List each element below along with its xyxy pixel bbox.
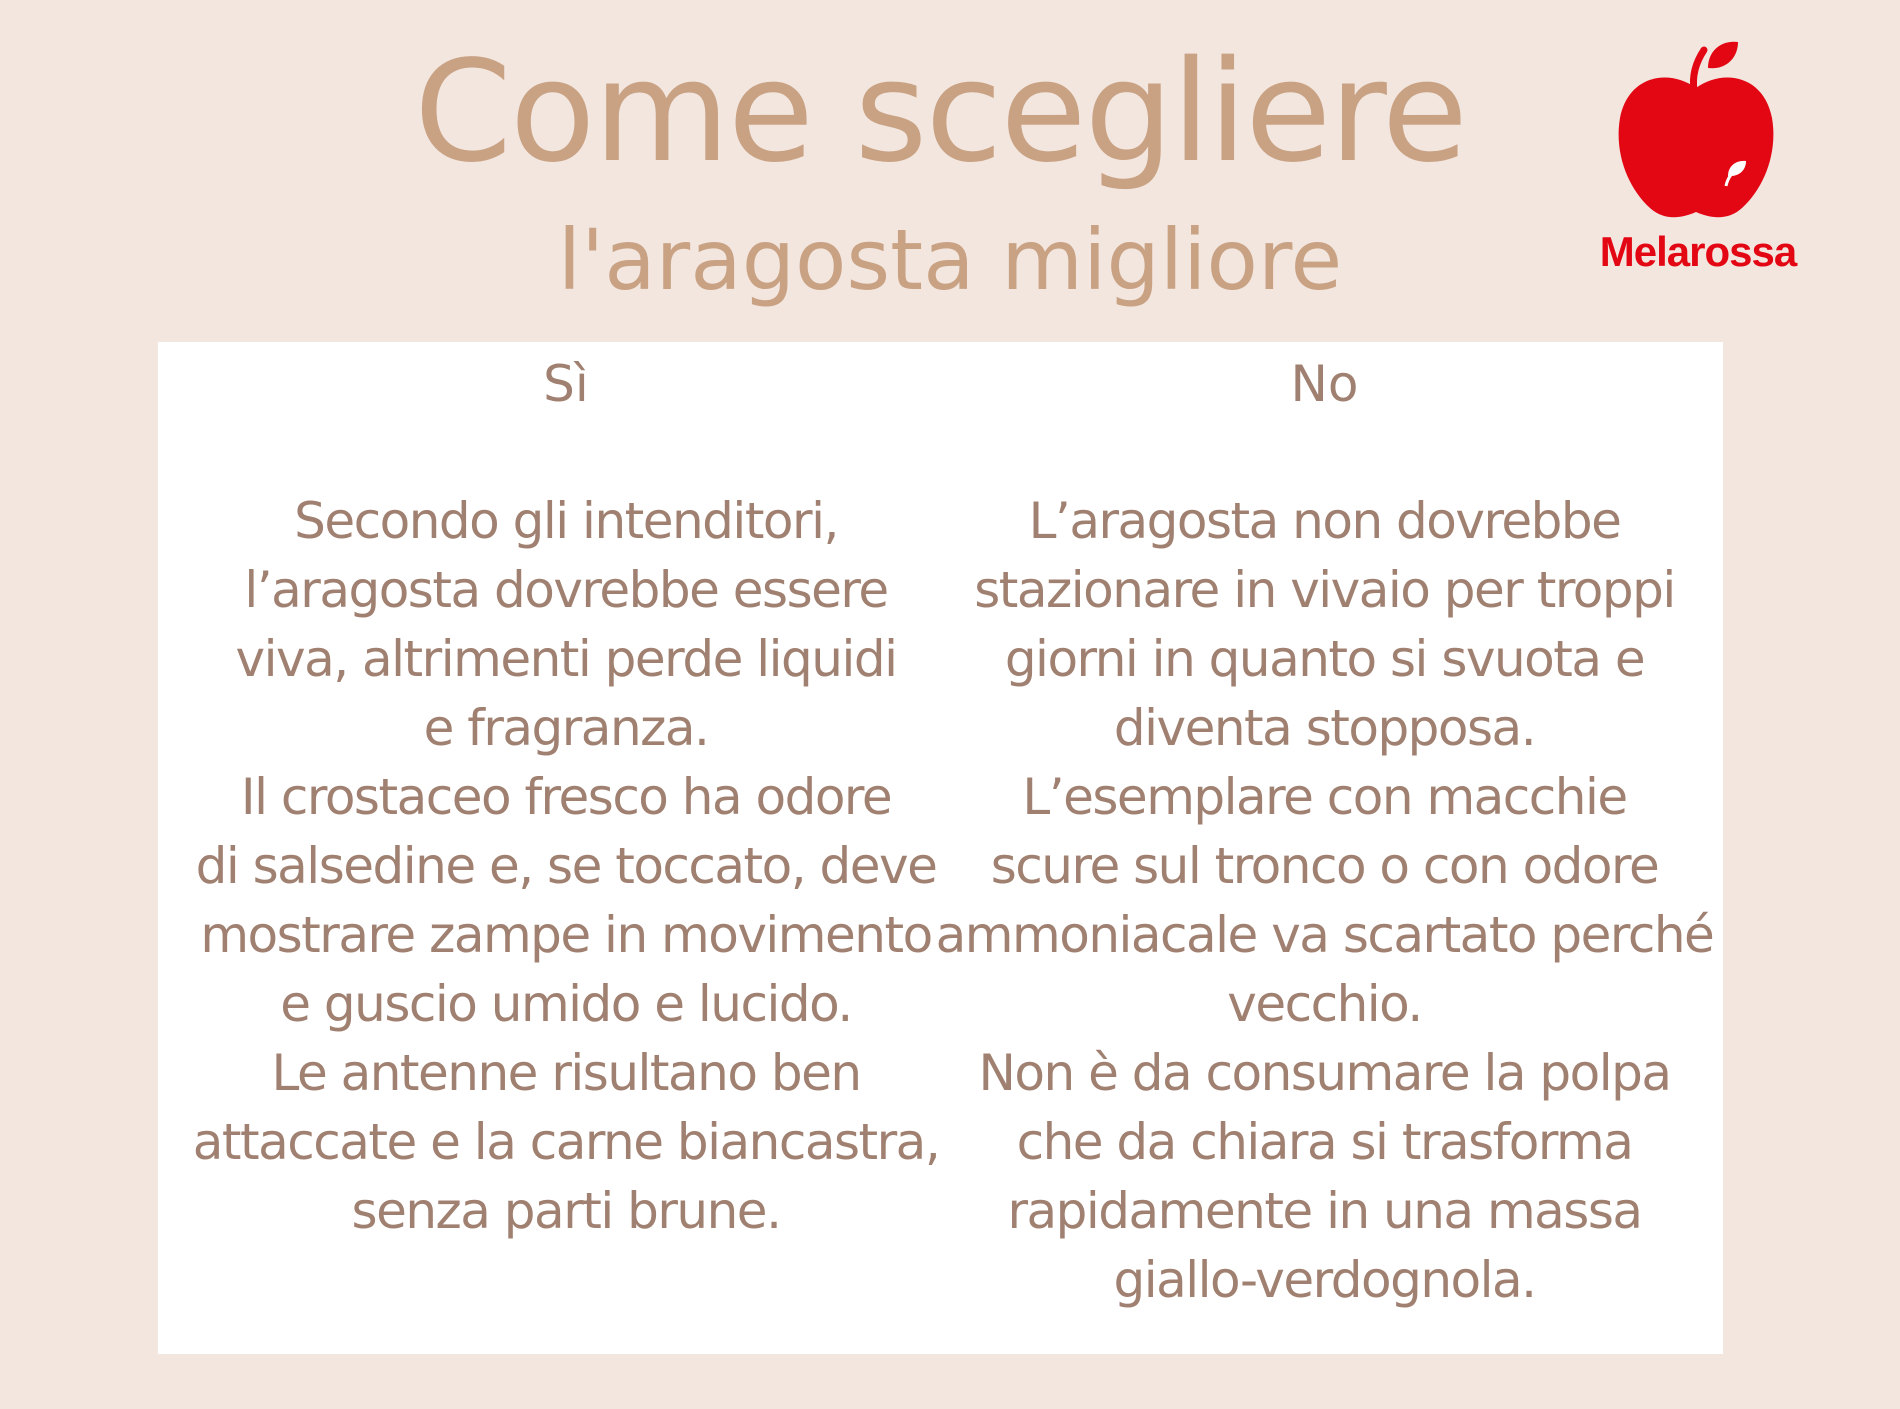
no-heading: No — [1290, 355, 1359, 413]
text-line: di salsedine e, se toccato, deve — [195, 837, 937, 895]
text-line: stazionare in vivaio per troppi — [974, 561, 1675, 619]
no-column — [926, 342, 1723, 1354]
text-line: L’esemplare con macchie — [1022, 768, 1627, 826]
page-subtitle: l'aragosta migliore — [557, 211, 1343, 309]
brand-name: Melarossa — [1599, 228, 1797, 275]
text-line: senza parti brune. — [351, 1182, 781, 1240]
text-line: L’aragosta non dovrebbe — [1028, 492, 1621, 550]
page-title: Come scegliere — [414, 31, 1466, 194]
apple-icon — [1588, 38, 1808, 228]
text-line: rapidamente in una massa — [1007, 1182, 1642, 1240]
yes-text — [158, 487, 974, 1246]
text-line: Le antenne risultano ben — [271, 1044, 861, 1102]
yes-column — [158, 342, 974, 1354]
text-line: e guscio umido e lucido. — [280, 975, 852, 1033]
text-line: ammoniacale va scartato perché — [935, 906, 1714, 964]
text-line: Secondo gli intenditori, — [294, 492, 838, 550]
text-line: e fragranza. — [423, 699, 709, 757]
text-line: mostrare zampe in movimento — [200, 906, 932, 964]
brand-logo — [1588, 38, 1808, 278]
text-line: giorni in quanto si svuota e — [1004, 630, 1645, 688]
yes-heading: Sì — [543, 355, 589, 413]
text-line: che da chiara si trasforma — [1016, 1113, 1633, 1171]
text-line: scure sul tronco o con odore — [990, 837, 1659, 895]
text-line: Non è da consumare la polpa — [978, 1044, 1671, 1102]
text-line: vecchio. — [1227, 975, 1422, 1033]
text-line: giallo-verdognola. — [1113, 1251, 1536, 1309]
text-line: viva, altrimenti perde liquidi — [235, 630, 897, 688]
no-text — [926, 487, 1723, 1315]
text-line: attaccate e la carne biancastra, — [192, 1113, 940, 1171]
comparison-panel — [158, 342, 1723, 1354]
text-line: diventa stopposa. — [1113, 699, 1536, 757]
text-line: l’aragosta dovrebbe essere — [244, 561, 888, 619]
text-line: Il crostaceo fresco ha odore — [240, 768, 892, 826]
